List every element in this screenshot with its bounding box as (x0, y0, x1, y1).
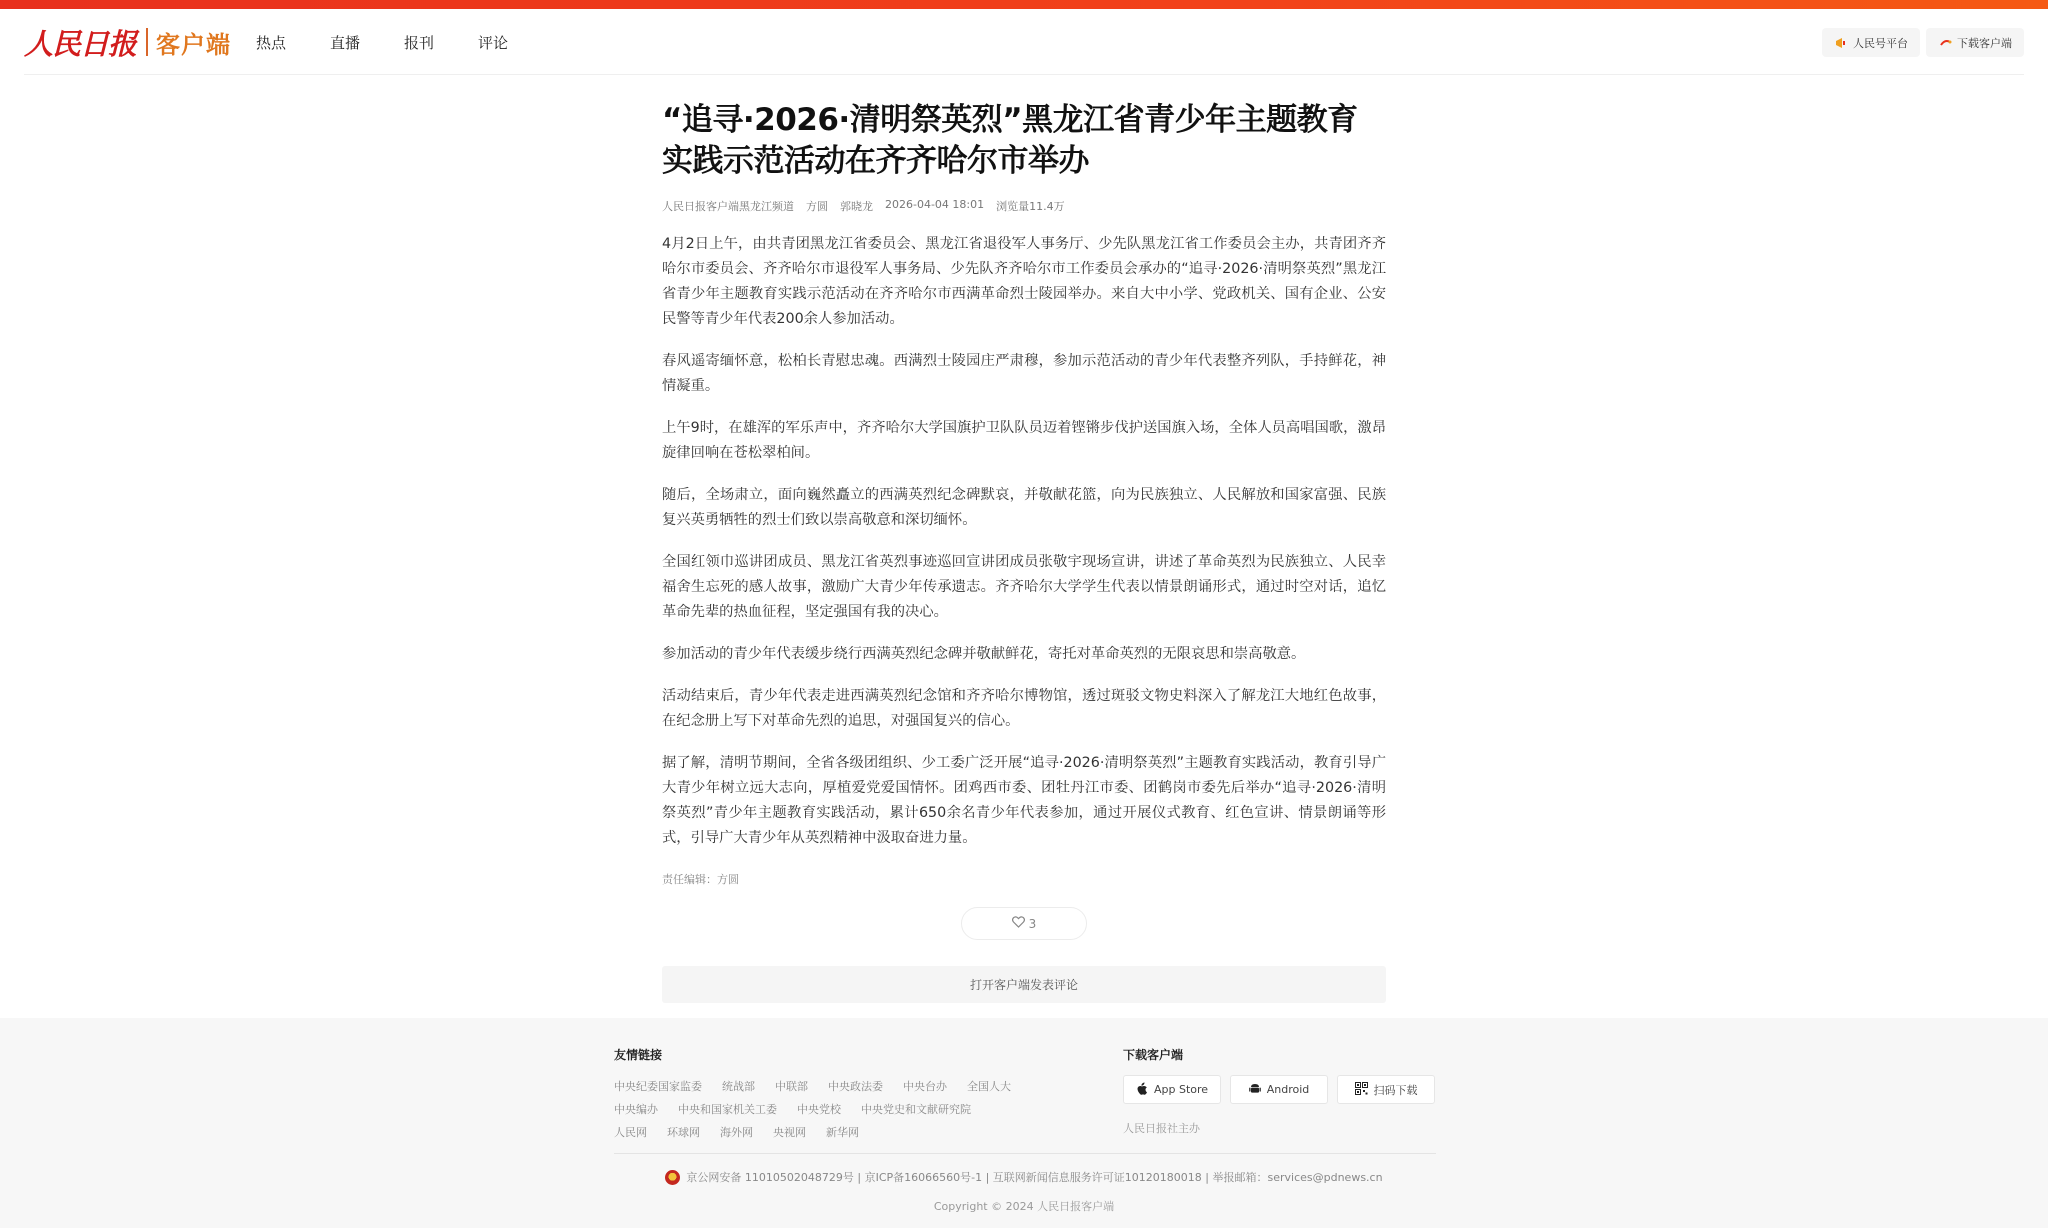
site-footer (0, 1018, 2048, 1228)
article (662, 100, 1386, 1003)
article-paragraph-8: 据了解，清明节期间，全省各级团组织、少工委广泛开展“追寻·2026·清明祭英烈”主题教育实践活动，教育引导广大青少年树立远大志向，厚植爱党爱国情怀。团鸡西市委、团牡丹江市委、团鹤岗市委先后举办“追寻·2026·清明祭英烈”青少年主题教育实践活动，累计650余名青少年代表参加，通过开展仪式教育、红色宣讲、情景朗诵等形式，引导广大青少年从英烈精神中汲取奋进力量。 (662, 755, 1386, 846)
qrcode-icon (1355, 1082, 1368, 1098)
footer-link[interactable]: 中央党校 (797, 1103, 841, 1116)
footer-link[interactable]: 环球网 (667, 1126, 700, 1139)
heart-icon (1012, 916, 1025, 931)
download-title: 下载客户端 (1123, 1048, 1184, 1062)
meta-author-2: 郭晓龙 (840, 200, 873, 213)
android-button[interactable] (1230, 1075, 1328, 1104)
responsible-editor: 责任编辑：方圆 (662, 873, 739, 886)
apple-icon (1136, 1082, 1148, 1098)
megaphone-icon (1834, 36, 1848, 50)
links-row-2 (614, 1098, 1094, 1121)
download-section (1123, 1046, 1443, 1136)
links-row-3 (614, 1121, 1094, 1144)
nav-item-newspaper[interactable]: 报刊 (404, 33, 435, 52)
footer-link[interactable]: 中央政法委 (828, 1080, 883, 1093)
nav-item-live[interactable]: 直播 (330, 33, 361, 52)
footer-link[interactable]: 中央台办 (903, 1080, 947, 1093)
site-header (0, 9, 2048, 75)
scan-download-button[interactable] (1337, 1075, 1435, 1104)
footer-link[interactable]: 中央党史和文献研究院 (861, 1103, 971, 1116)
android-icon (1249, 1082, 1261, 1098)
links-row-1 (614, 1075, 1094, 1098)
meta-source[interactable]: 人民日报客户端黑龙江频道 (662, 200, 794, 213)
main-nav (256, 9, 552, 75)
police-emblem-icon (665, 1170, 680, 1185)
app-store-button[interactable] (1123, 1075, 1221, 1104)
friendly-links-title: 友情链接 (614, 1048, 663, 1062)
article-paragraph-7: 活动结束后，青少年代表走进西满英烈纪念馆和齐齐哈尔博物馆，透过斑驳文物史料深入了解龙江大地红色故事，在纪念册上写下对革命先烈的追思，对强国复兴的信心。 (662, 688, 1386, 729)
nav-item-hot[interactable]: 热点 (256, 33, 287, 52)
footer-link[interactable]: 统战部 (722, 1080, 755, 1093)
download-icon (1938, 36, 1952, 50)
article-paragraph-4: 随后，全场肃立，面向巍然矗立的西满英烈纪念碑默哀，并敬献花篮，向为民族独立、人民解放和国家富强、民族复兴英勇牺牲的烈士们致以崇高敬意和深切缅怀。 (662, 487, 1386, 528)
people-platform-button[interactable] (1822, 28, 1920, 57)
footer-link[interactable]: 人民网 (614, 1126, 647, 1139)
copyright: Copyright © 2024 人民日报客户端 (933, 1200, 1115, 1213)
footer-link[interactable]: 中联部 (775, 1080, 808, 1093)
icp-info (0, 1169, 2048, 1185)
download-app-button[interactable] (1926, 28, 2024, 57)
footer-link[interactable]: 海外网 (720, 1126, 753, 1139)
logo-mark: 人民日报 (24, 26, 137, 61)
footer-divider (614, 1153, 1436, 1154)
article-paragraph-2: 春风遥寄缅怀意，松柏长青慰忠魂。西满烈士陵园庄严肃穆，参加示范活动的青少年代表整齐列队，手持鲜花，神情凝重。 (662, 353, 1386, 394)
footer-link[interactable]: 中央编办 (614, 1103, 658, 1116)
nav-item-commentary[interactable]: 评论 (478, 33, 509, 52)
like-wrap (662, 907, 1386, 940)
open-app-comment-button[interactable]: 打开客户端发表评论 (662, 966, 1386, 1003)
article-paragraph-1: 4月2日上午，由共青团黑龙江省委员会、黑龙江省退役军人事务厅、少先队黑龙江省工作委员会主办，共青团齐齐哈尔市委员会、齐齐哈尔市退役军人事务局、少先队齐齐哈尔市工作委员会承办的“追寻·2026·清明祭英烈”黑龙江省青少年主题教育实践示范活动在齐齐哈尔市西满革命烈士陵园举办。来自大中小学、党政机关、国有企业、公安民警等青少年代表200余人参加活动。 (662, 236, 1386, 327)
top-accent-bar (0, 0, 2048, 9)
article-paragraph-5: 全国红领巾巡讲团成员、黑龙江省英烈事迹巡回宣讲团成员张敬宇现场宣讲，讲述了革命英烈为民族独立、人民幸福舍生忘死的感人故事，激励广大青少年传承遗志。齐齐哈尔大学学生代表以情景朗诵形式，通过时空对话，追忆革命先辈的热血征程，坚定强国有我的决心。 (662, 554, 1386, 620)
logo-separator (146, 28, 148, 56)
logo-text: 客户端 (156, 30, 232, 59)
site-logo[interactable] (24, 23, 231, 61)
footer-link[interactable]: 中央纪委国家监委 (614, 1080, 702, 1093)
icp-text: 京公网安备 11010502048729号 | 京ICP备16066560号-1 | 互联网新闻信息服务许可证10120180018 | 举报邮箱：services@pdnews.cn (686, 1171, 1383, 1184)
meta-author-1: 方圆 (806, 200, 828, 213)
download-buttons (1123, 1075, 1443, 1104)
app-store-label: App Store (1153, 1083, 1209, 1096)
footer-link[interactable]: 新华网 (826, 1126, 859, 1139)
android-label: Android (1266, 1083, 1310, 1096)
friendly-links (614, 1046, 1094, 1144)
sponsor-text: 人民日报社主办 (1123, 1122, 1200, 1135)
like-button[interactable] (961, 907, 1087, 940)
header-divider (24, 74, 2024, 75)
header-actions (1822, 28, 2024, 57)
meta-views: 浏览量11.4万 (996, 200, 1065, 213)
footer-link[interactable]: 全国人大 (967, 1080, 1011, 1093)
article-paragraph-6: 参加活动的青少年代表缓步绕行西满英烈纪念碑并敬献鲜花，寄托对革命英烈的无限哀思和崇高敬意。 (662, 646, 1306, 662)
footer-link[interactable]: 中央和国家机关工委 (678, 1103, 777, 1116)
footer-link[interactable]: 央视网 (773, 1126, 806, 1139)
article-meta (662, 198, 1386, 214)
article-title: “追寻·2026·清明祭英烈”黑龙江省青少年主题教育实践示范活动在齐齐哈尔市举办 (662, 102, 1358, 179)
like-count: 3 (1028, 916, 1037, 931)
people-platform-label: 人民号平台 (1853, 36, 1908, 50)
scan-download-label: 扫码下载 (1373, 1083, 1418, 1097)
article-paragraph-3: 上午9时，在雄浑的军乐声中，齐齐哈尔大学国旗护卫队队员迈着铿锵步伐护送国旗入场，全体人员高唱国歌，激昂旋律回响在苍松翠柏间。 (662, 420, 1386, 461)
meta-time: 2026-04-04 18:01 (885, 198, 985, 211)
download-app-label: 下载客户端 (1957, 36, 2012, 50)
